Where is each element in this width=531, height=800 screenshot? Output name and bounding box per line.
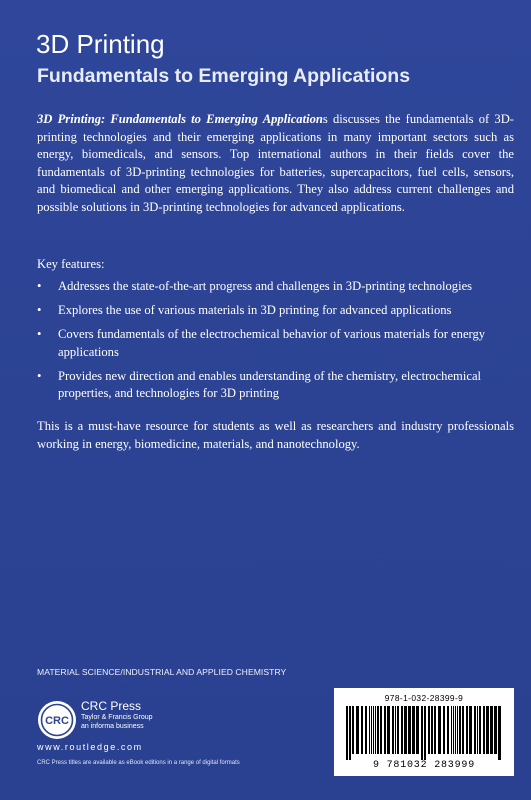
- barcode-bar: [352, 706, 354, 754]
- barcode-bar: [462, 706, 464, 754]
- bullet-icon: •: [37, 368, 42, 383]
- barcode-bar: [434, 706, 436, 754]
- barcode-bar: [447, 706, 449, 754]
- barcode-bar: [380, 706, 382, 754]
- barcode-bar: [375, 706, 376, 754]
- barcode-bar: [479, 706, 481, 754]
- publisher-business: an informa business: [81, 723, 144, 730]
- barcode-bar: [469, 706, 472, 754]
- description-text: s discusses the fundamentals of 3D-printing technologies and their emerging applications in many important sectors such as energy, biomedicals, and sensors. Top international authors in their fields cover the fundamentals of 3D-printing technologies for batteries, supercapacitors, fuel cells, sensors, and biomedical and other emerging applications. They also address current challenges and possible solutions in 3D-printing technologies for advanced applications.: [37, 112, 514, 214]
- barcode-bar: [477, 706, 478, 754]
- key-feature-item: [37, 302, 507, 320]
- barcode-bar: [356, 706, 359, 754]
- key-feature-text: Explores the use of various materials in 3D printing for advanced applications: [58, 303, 452, 317]
- barcode-bar: [404, 706, 407, 754]
- description-book-title: 3D Printing: Fundamentals to Emerging Application: [37, 112, 323, 126]
- barcode-bar: [397, 706, 399, 754]
- isbn-number: 978-1-032-28399-9: [384, 693, 464, 703]
- barcode-bar: [466, 706, 468, 754]
- barcode-bar: [457, 706, 458, 754]
- key-feature-item: [37, 326, 507, 361]
- barcode-bar: [412, 706, 415, 754]
- bullet-icon: •: [37, 327, 42, 341]
- barcode-bar: [490, 706, 493, 754]
- barcode-bar: [349, 706, 351, 760]
- barcode-bar: [474, 706, 476, 754]
- barcode-bar: [428, 706, 430, 754]
- barcode-bar: [431, 706, 433, 754]
- barcode-bar: [361, 706, 363, 754]
- key-feature-item: [37, 368, 507, 403]
- barcode-bar: [459, 706, 461, 754]
- isbn-digits: 9 781032 283999: [372, 760, 475, 771]
- book-title: 3D Printing: [36, 29, 165, 59]
- barcode-bar: [424, 706, 426, 760]
- closing-statement: This is a must-have resource for students as well as researchers and industry professionals working in energy, biomedicine, materials, and nanotechnology.: [37, 419, 514, 451]
- barcode-bar: [416, 706, 419, 754]
- key-feature-item: [37, 278, 507, 296]
- publisher-name: CRC Press: [81, 699, 142, 713]
- bullet-icon: •: [37, 303, 42, 317]
- barcode-bar: [486, 706, 489, 754]
- barcode-bar: [438, 706, 441, 754]
- barcode-bar: [365, 706, 367, 754]
- barcode-bar: [443, 706, 445, 754]
- isbn-barcode: [334, 688, 514, 776]
- barcode-bar: [392, 706, 394, 754]
- barcode-bar: [384, 706, 386, 754]
- barcode-bar: [371, 706, 372, 754]
- barcode-bars: [346, 706, 502, 760]
- barcode-bar: [455, 706, 456, 754]
- logo-text: CRC: [45, 715, 69, 727]
- key-features-list: [37, 278, 507, 409]
- book-subtitle: Fundamentals to Emerging Applications: [37, 65, 411, 87]
- publisher-block: [81, 699, 153, 731]
- barcode-bar: [494, 706, 497, 754]
- barcode-bar: [387, 706, 390, 754]
- barcode-bar: [483, 706, 485, 754]
- barcode-bar: [373, 706, 374, 754]
- barcode-bar: [377, 706, 379, 754]
- barcode-bar: [408, 706, 411, 754]
- barcode-bar: [346, 706, 348, 760]
- key-features-label: Key features:: [37, 257, 105, 271]
- barcode-bar: [369, 706, 370, 754]
- barcode-bar: [451, 706, 452, 754]
- key-feature-text: Covers fundamentals of the electrochemical behavior of various materials for energy applications: [58, 327, 486, 359]
- barcode-bar: [421, 706, 423, 760]
- key-feature-text: Addresses the state-of-the-art progress and challenges in 3D-printing technologies: [58, 279, 473, 293]
- publisher-group: Taylor & Francis Group: [81, 714, 153, 721]
- subject-category: MATERIAL SCIENCE/INDUSTRIAL AND APPLIED CHEMISTRY: [37, 667, 287, 677]
- key-feature-text: Provides new direction and enables understanding of the chemistry, electrochemical properties, and technologies for 3D printing: [58, 368, 482, 400]
- ebook-note: CRC Press titles are available as eBook editions in a range of digital formats: [37, 760, 240, 766]
- description: [37, 111, 514, 216]
- website-link[interactable]: www.routledge.com: [37, 742, 143, 752]
- crc-press-logo-icon: [37, 700, 77, 740]
- bullet-icon: •: [37, 279, 42, 293]
- barcode-bar: [453, 706, 454, 754]
- barcode-bar: [395, 706, 396, 754]
- barcode-bar: [401, 706, 403, 754]
- barcode-bar: [498, 706, 501, 760]
